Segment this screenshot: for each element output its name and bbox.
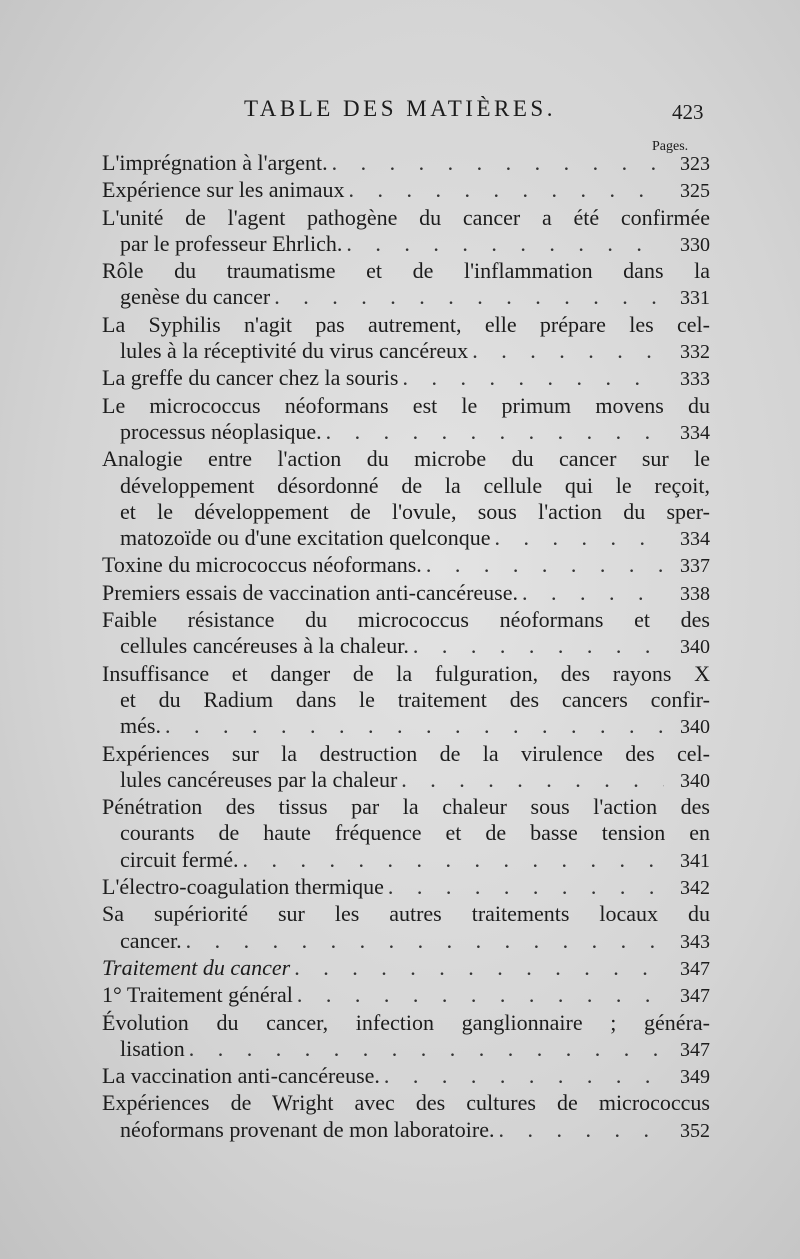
toc-entry-line — [102, 177, 710, 204]
toc-entry-page-number: 342 — [680, 877, 710, 900]
toc-entry — [102, 150, 710, 177]
toc-entry-text: més. — [120, 713, 161, 739]
toc-entry-line — [102, 874, 710, 901]
toc-entry-page-number: 325 — [680, 180, 710, 203]
toc-entry — [102, 177, 710, 204]
toc-entry-text: L'électro-coagulation thermique — [102, 874, 384, 900]
toc-entry-line — [102, 1117, 710, 1144]
toc-entry-line — [102, 955, 710, 982]
dot-leader — [413, 633, 664, 659]
dot-leader — [332, 150, 664, 176]
toc-entry-text: Expérience sur les animaux — [102, 177, 345, 203]
toc-entry — [102, 901, 710, 955]
dot-leader — [384, 1063, 664, 1089]
toc-entry-text: L'imprégnation à l'argent. — [102, 150, 328, 175]
toc-entry-text: cancer. — [120, 927, 182, 953]
dot-leader — [388, 874, 664, 900]
dot-leader — [297, 982, 664, 1008]
toc-entry — [102, 580, 710, 607]
toc-entry-line — [102, 150, 710, 177]
toc-entry-text: Premiers essais de vaccination anti-cancéreuse. — [102, 579, 518, 605]
table-of-contents — [102, 150, 710, 1144]
toc-entry-page-number: 334 — [680, 421, 710, 444]
toc-entry-page-number: 347 — [680, 957, 710, 980]
dot-leader — [186, 928, 664, 954]
toc-entry-page-number: 341 — [680, 849, 710, 872]
toc-entry-line — [102, 1063, 710, 1090]
toc-entry-page-number: 330 — [680, 233, 710, 256]
dot-leader — [401, 767, 664, 793]
dot-leader — [472, 338, 664, 364]
toc-entry-line — [102, 284, 710, 311]
toc-entry-line: Analogie entre l'action du microbe du cancer sur le — [102, 446, 710, 472]
dot-leader — [522, 580, 664, 606]
toc-entry-line: et le développement de l'ovule, sous l'action du sper- — [120, 498, 710, 524]
dot-leader — [426, 552, 664, 578]
toc-entry-text: circuit fermé. — [120, 846, 239, 872]
toc-entry-page-number: 349 — [680, 1066, 710, 1089]
toc-entry-text: lules à la réceptivité du virus cancéreux — [120, 338, 469, 364]
toc-entry-page-number: 323 — [680, 153, 710, 175]
toc-entry-page-number: 334 — [680, 528, 710, 551]
dot-leader — [189, 1036, 664, 1062]
toc-entry-line — [102, 231, 710, 258]
toc-entry-page-number: 343 — [680, 930, 710, 953]
dot-leader — [243, 847, 665, 873]
toc-entry — [102, 552, 710, 579]
toc-entry-line: Le micrococcus néoformans est le primum movens du — [102, 392, 710, 418]
dot-leader — [326, 419, 664, 445]
toc-entry-line — [102, 525, 710, 552]
toc-entry-page-number: 340 — [680, 716, 710, 739]
toc-entry — [102, 393, 710, 447]
toc-entry-line — [102, 580, 710, 607]
toc-entry-text: lules cancéreuses par la chaleur — [120, 766, 398, 792]
toc-entry — [102, 365, 710, 392]
dot-leader — [349, 177, 664, 203]
toc-entry-page-number: 337 — [680, 555, 710, 578]
running-header-page-number: 423 — [672, 100, 704, 124]
toc-entry-text: genèse du cancer — [120, 284, 271, 310]
toc-entry — [102, 1010, 710, 1064]
toc-entry-line: La Syphilis n'agit pas autrement, elle prépare les cel- — [102, 311, 710, 337]
toc-entry-text: matozoïde ou d'une excitation quelconque — [120, 525, 491, 551]
toc-entry — [102, 607, 710, 661]
toc-entry-line — [102, 419, 710, 446]
toc-entry — [102, 794, 710, 874]
dot-leader — [402, 365, 664, 391]
toc-entry-line: Rôle du traumatisme et de l'inflammation dans la — [102, 258, 710, 284]
dot-leader — [294, 955, 664, 981]
toc-entry-line: Expériences sur la destruction de la virulence des cel- — [102, 740, 710, 766]
toc-entry-line: et du Radium dans le traitement des cancers confir- — [120, 686, 710, 712]
toc-entry-line — [102, 767, 710, 794]
toc-entry-line — [102, 338, 710, 365]
toc-entry-line — [102, 552, 710, 579]
toc-entry-page-number: 340 — [680, 636, 710, 659]
toc-entry-line: Expériences de Wright avec des cultures de micrococcus — [102, 1090, 710, 1116]
toc-entry — [102, 661, 710, 741]
toc-entry — [102, 205, 710, 259]
toc-entry — [102, 955, 710, 982]
toc-entry — [102, 446, 710, 552]
toc-entry — [102, 312, 710, 366]
toc-entry-line: Faible résistance du micrococcus néoformans et des — [102, 607, 710, 633]
toc-entry-text: La vaccination anti-cancéreuse. — [102, 1063, 380, 1089]
toc-entry-line: Sa supériorité sur les autres traitements locaux du — [102, 901, 710, 927]
toc-entry-page-number: 333 — [680, 368, 710, 391]
toc-entry — [102, 258, 710, 312]
toc-entry-line: L'unité de l'agent pathogène du cancer a été confirmée — [102, 204, 710, 230]
toc-entry — [102, 1090, 710, 1144]
toc-entry — [102, 1063, 710, 1090]
toc-entry — [102, 982, 710, 1009]
toc-entry-line: développement désordonné de la cellule qui le reçoit, — [120, 472, 710, 498]
toc-entry-page-number: 338 — [680, 582, 710, 605]
toc-entry-page-number: 332 — [680, 341, 710, 364]
toc-entry-text: par le professeur Ehrlich. — [120, 230, 343, 256]
running-header-title: TABLE DES MATIÈRES. — [244, 96, 556, 121]
toc-entry-text: Traitement du cancer — [102, 954, 291, 980]
toc-entry-line — [102, 633, 710, 660]
toc-entry-page-number: 340 — [680, 769, 710, 792]
toc-entry-text: lisation — [120, 1035, 185, 1061]
toc-entry-page-number: 331 — [680, 287, 710, 310]
toc-entry-line — [102, 365, 710, 392]
toc-entry-text: cellules cancéreuses à la chaleur. — [120, 633, 409, 659]
toc-entry-line: Pénétration des tissus par la chaleur sous l'action des — [102, 794, 710, 820]
toc-entry-line — [102, 847, 710, 874]
toc-entry-text: 1° Traitement général — [102, 982, 293, 1008]
toc-entry-line — [102, 1036, 710, 1063]
toc-entry-text: La greffe du cancer chez la souris — [102, 365, 399, 391]
toc-entry — [102, 874, 710, 901]
dot-leader — [495, 525, 664, 551]
toc-entry-line: courants de haute fréquence et de basse tension en — [120, 820, 710, 846]
toc-entry-line: Évolution du cancer, infection ganglionnaire ; généra- — [102, 1009, 710, 1035]
toc-entry-line — [102, 982, 710, 1009]
toc-entry-page-number: 347 — [680, 1038, 710, 1061]
toc-entry-text: processus néoplasique. — [120, 418, 322, 444]
toc-entry-line — [102, 713, 710, 740]
dot-leader — [498, 1117, 664, 1143]
toc-entry-text: néoformans provenant de mon laboratoire. — [120, 1116, 495, 1142]
toc-entry-line — [102, 928, 710, 955]
toc-entry — [102, 741, 710, 795]
dot-leader — [346, 231, 664, 257]
toc-entry-page-number: 347 — [680, 985, 710, 1008]
pages-column-label: Pages. — [652, 139, 689, 154]
dot-leader — [165, 713, 664, 739]
toc-entry-text: Toxine du micrococcus néoformans. — [102, 552, 422, 578]
dot-leader — [274, 284, 664, 310]
toc-entry-line: Insuffisance et danger de la fulguration, des rayons X — [102, 660, 710, 686]
toc-entry-page-number: 352 — [680, 1119, 710, 1142]
